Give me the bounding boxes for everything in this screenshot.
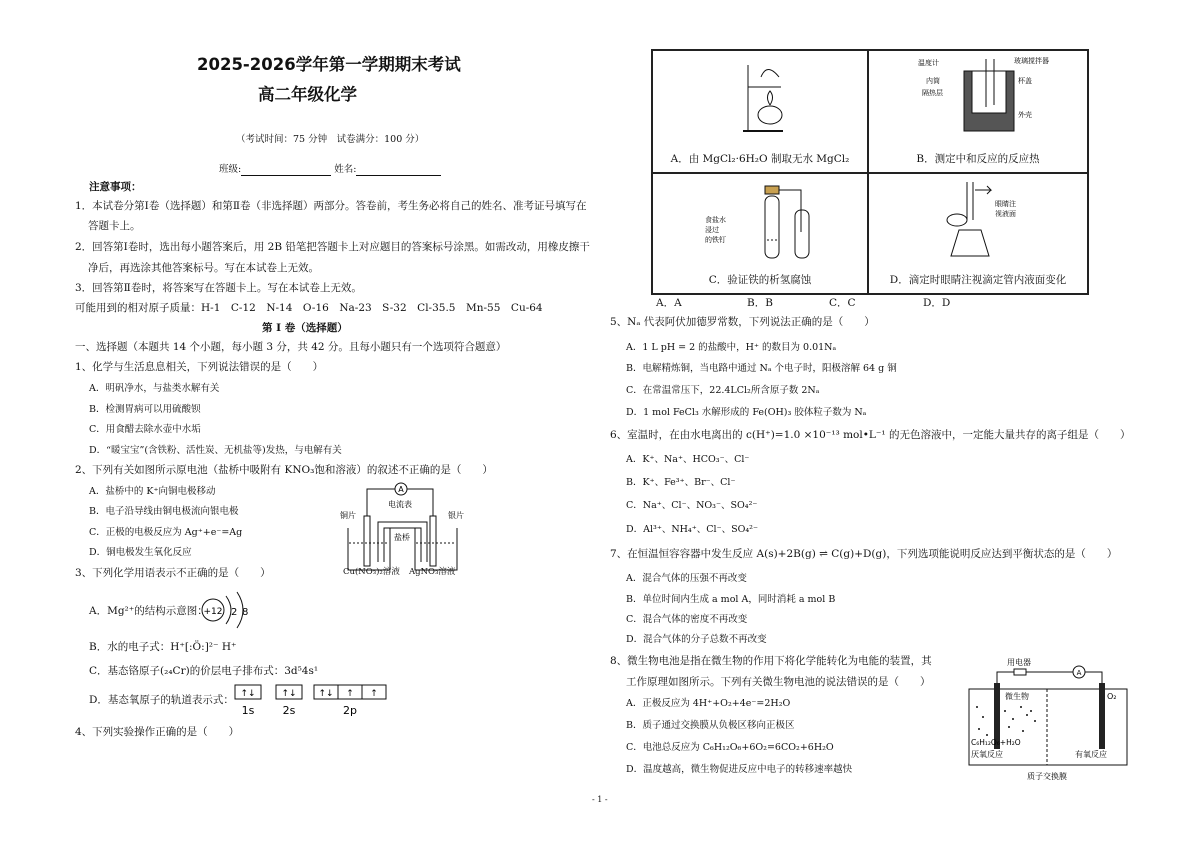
device-icon: [1014, 669, 1026, 675]
orbital-1s-label: 1s: [241, 704, 255, 717]
q5-stem: 5、Nₐ 代表阿伏加德罗常数，下列说法正确的是（ ）: [610, 316, 875, 328]
page-number: - 1 -: [592, 795, 608, 804]
q7-option-c: C．混合气体的密度不再改变: [626, 614, 748, 625]
q6-stem: 6、室温时，在由水电离出的 c(H⁺)=1.0 ×10⁻¹³ mol•L⁻¹ 的无色溶液中，一定能大量共存的离子组是（ ）: [610, 429, 1131, 441]
q4-choice-d: D．D: [923, 297, 951, 309]
cathode: [1099, 683, 1105, 749]
q3-option-a: A．Mg²⁺的结构示意图：: [89, 605, 208, 617]
left-solution-label: Cu(NO₃)₂溶液: [343, 567, 400, 577]
note-line-3: 2．回答第Ⅰ卷时，选出每小题答案后，用 2B 铅笔把答题卡上对应题目的答案标号涂黑。如需改动，用橡皮擦干: [75, 241, 590, 253]
iron-corrosion-diagram: [701, 182, 821, 264]
q3-stem: 3、下列化学用语表示不正确的是（ ）: [75, 567, 271, 579]
microbe-label: 微生物: [1005, 692, 1029, 701]
notes-title: 注意事项：: [89, 181, 142, 193]
eye-label-2: 视液面: [995, 210, 1016, 218]
section1-intro: 一、选择题（本题共 14 个小题，每小题 3 分，共 42 分。且每小题只有一个选项符合题意）: [75, 341, 507, 353]
q8-stem-line-2: 工作原理如图所示。下列有关微生物电池的说法错误的是（ ）: [626, 676, 931, 688]
q3-option-c: C．基态铬原子(₂₄Cr)的价层电子排布式：3d⁵4s¹: [89, 665, 319, 677]
iron-nail-label: 的铁钉: [705, 236, 726, 244]
salt-bridge-label: 盐桥: [394, 533, 410, 542]
q3-option-b: B．水的电子式：H⁺[:Ö:]²⁻ H⁺: [89, 641, 237, 653]
exam-title: 2025-2026学年第一学期期末考试: [197, 55, 461, 74]
titration-diagram: [929, 180, 1039, 264]
calorimeter-diagram: [914, 57, 1054, 137]
insulation-label: 隔热层: [922, 89, 943, 97]
shell-2-count: 8: [242, 607, 249, 618]
q4-figure-grid: [651, 49, 1089, 295]
inner-cup-label: 内筒: [926, 77, 940, 85]
q4-choice-c: C．C: [829, 297, 856, 309]
salt-bridge: [378, 522, 427, 562]
thermometer-label: 温度计: [918, 59, 939, 67]
eye-label-1: 眼睛注: [995, 200, 1016, 208]
q4-stem: 4、下列实验操作正确的是（ ）: [75, 726, 240, 738]
q2-stem: 2、下列有关如图所示原电池（盐桥中吸附有 KNO₃饱和溶液）的叙述不正确的是（ ）: [75, 464, 493, 476]
nucleus-charge: +12: [203, 607, 223, 617]
orbital-2s-label: 2s: [282, 704, 296, 717]
microbial-cell-diagram: [965, 655, 1135, 783]
q4-cell-c: [652, 173, 868, 294]
q2-option-a: A．盐桥中的 K⁺向铜电极移动: [89, 486, 216, 497]
q4-cell-d: [868, 173, 1088, 294]
q7-option-a: A．混合气体的压强不再改变: [626, 573, 747, 584]
shell-1-count: 2: [231, 607, 238, 618]
class-name-line: [219, 163, 441, 176]
right-solution-label: AgNO₃溶液: [409, 567, 456, 577]
hand-icon: [947, 214, 967, 226]
note-line-5: 3．回答第Ⅱ卷时，将答案写在答题卡上。写在本试卷上无效。: [75, 282, 362, 294]
oxygen-orbital-diagram: [234, 684, 394, 718]
saline-label: 食盐水: [705, 216, 726, 224]
q6-option-b: B．K⁺、Fe³⁺、Br⁻、Cl⁻: [626, 477, 736, 488]
q8-stem-line-1: 8、微生物电池是指在微生物的作用下将化学能转化为电能的装置，其: [610, 655, 932, 667]
name-label: 姓名:: [334, 164, 357, 175]
q2-option-b: B．电子沿导线由铜电极流向银电极: [89, 506, 239, 517]
orbital-2p-label: 2p: [343, 704, 357, 717]
section1-title: 第 Ⅰ 卷（选择题）: [262, 322, 348, 334]
q7-stem: 7、在恒温恒容容器中发生反应 A(s)+2B(g) ⇌ C(g)+D(g)，下列选项能说明反应达到平衡状态的是（ ）: [610, 548, 1118, 560]
ammeter-caption: 电流表: [388, 500, 412, 509]
q6-option-c: C．Na⁺、Cl⁻、NO₃⁻、SO₄²⁻: [626, 500, 758, 511]
q5-option-b: B．电解精炼铜，当电路中通过 Nₐ 个电子时，阳极溶解 64 g 铜: [626, 363, 897, 374]
q8-option-b: B．质子通过交换膜从负极区移向正极区: [626, 720, 795, 731]
heating-apparatus-icon: [723, 57, 803, 137]
q1-option-d: D．“暖宝宝”(含铁粉、活性炭、无机盐等)发热，与电解有关: [89, 445, 342, 456]
right-column: [600, 0, 1200, 849]
q4-choice-a: A．A: [656, 297, 682, 309]
q2-option-c: C．正极的电极反应为 Ag⁺+e⁻=Ag: [89, 527, 243, 538]
q6-option-d: D．Al³⁺、NH₄⁺、Cl⁻、SO₄²⁻: [626, 524, 759, 535]
q8-option-d: D．温度越高，微生物促进反应中电子的转移速率越快: [626, 764, 853, 775]
q3-option-d: D．基态氧原子的轨道表示式：: [89, 694, 234, 706]
microbe-dots: [976, 706, 1036, 736]
lid-label: 杯盖: [1018, 77, 1032, 85]
q1-stem: 1、化学与生活息息相关，下列说法错误的是（ ）: [75, 361, 324, 373]
q5-option-c: C．在常温常压下，22.4LCl₂所含原子数 2Nₐ: [626, 385, 820, 396]
device-label: 用电器: [1007, 658, 1031, 667]
q4-choice-b: B．B: [747, 297, 773, 309]
svg-text:↑↓: ↑↓: [240, 689, 256, 699]
q7-option-b: B．单位时间内生成 a mol A，同时消耗 a mol B: [626, 594, 836, 605]
q8-option-a: A．正极反应为 4H⁺+O₂+4e⁻=2H₂O: [626, 698, 791, 709]
note-line-1: 1．本试卷分第Ⅰ卷（选择题）和第Ⅱ卷（非选择题）两部分。答卷前，考生务必将自己的姓名、准考证号填写在: [75, 200, 587, 212]
q4-cell-a: [652, 50, 868, 173]
exam-subtitle: 高二年级化学: [258, 85, 357, 104]
svg-text:↑: ↑: [370, 689, 378, 699]
q4-caption-a: A．由 MgCl₂·6H₂O 制取无水 MgCl₂: [670, 153, 850, 165]
anaerobic-label: 厌氧反应: [971, 750, 1003, 759]
glucose-label: C₆H₁₂O₆+H₂O: [971, 738, 1021, 747]
q8-option-c: C．电池总反应为 C₆H₁₂O₆+6O₂=6CO₂+6H₂O: [626, 742, 834, 753]
o2-label: O₂: [1107, 692, 1117, 701]
q1-option-b: B．检测胃病可以用硫酸钡: [89, 404, 201, 415]
svg-text:↑↓: ↑↓: [318, 689, 334, 699]
q2-option-d: D．铜电极发生氧化反应: [89, 547, 192, 558]
outer-shell-label: 外壳: [1018, 111, 1032, 119]
q5-option-d: D．1 mol FeCl₃ 水解形成的 Fe(OH)₃ 胶体粒子数为 Nₐ: [626, 407, 867, 418]
conical-flask-icon: [951, 230, 989, 256]
q4-caption-b: B．测定中和反应的反应热: [916, 153, 1040, 165]
silver-electrode: [430, 516, 436, 566]
ammeter-label-2: A: [1076, 669, 1082, 677]
class-label: 班级:: [219, 164, 242, 175]
atomic-masses: 可能用到的相对原子质量：H-1 C-12 N-14 O-16 Na-23 S-32 Cl-35.5 Mn-55 Cu-64: [75, 302, 543, 314]
exam-info: （考试时间：75 分钟 试卷满分：100 分）: [236, 134, 425, 145]
note-line-4: 净后，再选涂其他答案标号。写在本试卷上无效。: [88, 262, 319, 274]
copper-label: 铜片: [340, 511, 356, 520]
svg-text:↑↓: ↑↓: [281, 689, 297, 699]
ammeter-label: A: [398, 485, 404, 494]
copper-electrode: [364, 516, 370, 566]
q4-caption-d: D．滴定时眼睛注视滴定管内液面变化: [889, 274, 1067, 286]
mg-ion-structure-diagram: [196, 588, 256, 636]
q4-caption-c: C．验证铁的析氢腐蚀: [708, 274, 812, 286]
q1-option-a: A．明矾净水，与盐类水解有关: [89, 383, 220, 394]
q7-option-d: D．混合气体的分子总数不再改变: [626, 634, 767, 645]
class-blank[interactable]: [241, 164, 331, 176]
q6-option-a: A．K⁺、Na⁺、HCO₃⁻、Cl⁻: [626, 454, 750, 465]
note-line-2: 答题卡上。: [88, 220, 141, 232]
galvanic-cell-diagram: [330, 480, 480, 580]
q1-option-c: C．用食醋去除水壶中水垢: [89, 424, 201, 435]
eye-arrow-icon: [975, 186, 991, 194]
svg-text:↑: ↑: [346, 689, 354, 699]
membrane-label: 质子交换膜: [1027, 772, 1067, 781]
q5-option-a: A．1 L pH = 2 的盐酸中，H⁺ 的数目为 0.01Nₐ: [626, 342, 837, 353]
stirrer-label: 玻璃搅拌器: [1014, 57, 1049, 65]
soaked-label: 浸过: [705, 226, 719, 234]
q4-cell-b: [868, 50, 1088, 173]
aerobic-label: 有氧反应: [1075, 750, 1107, 759]
silver-label: 银片: [448, 511, 464, 520]
name-blank[interactable]: [356, 164, 441, 176]
